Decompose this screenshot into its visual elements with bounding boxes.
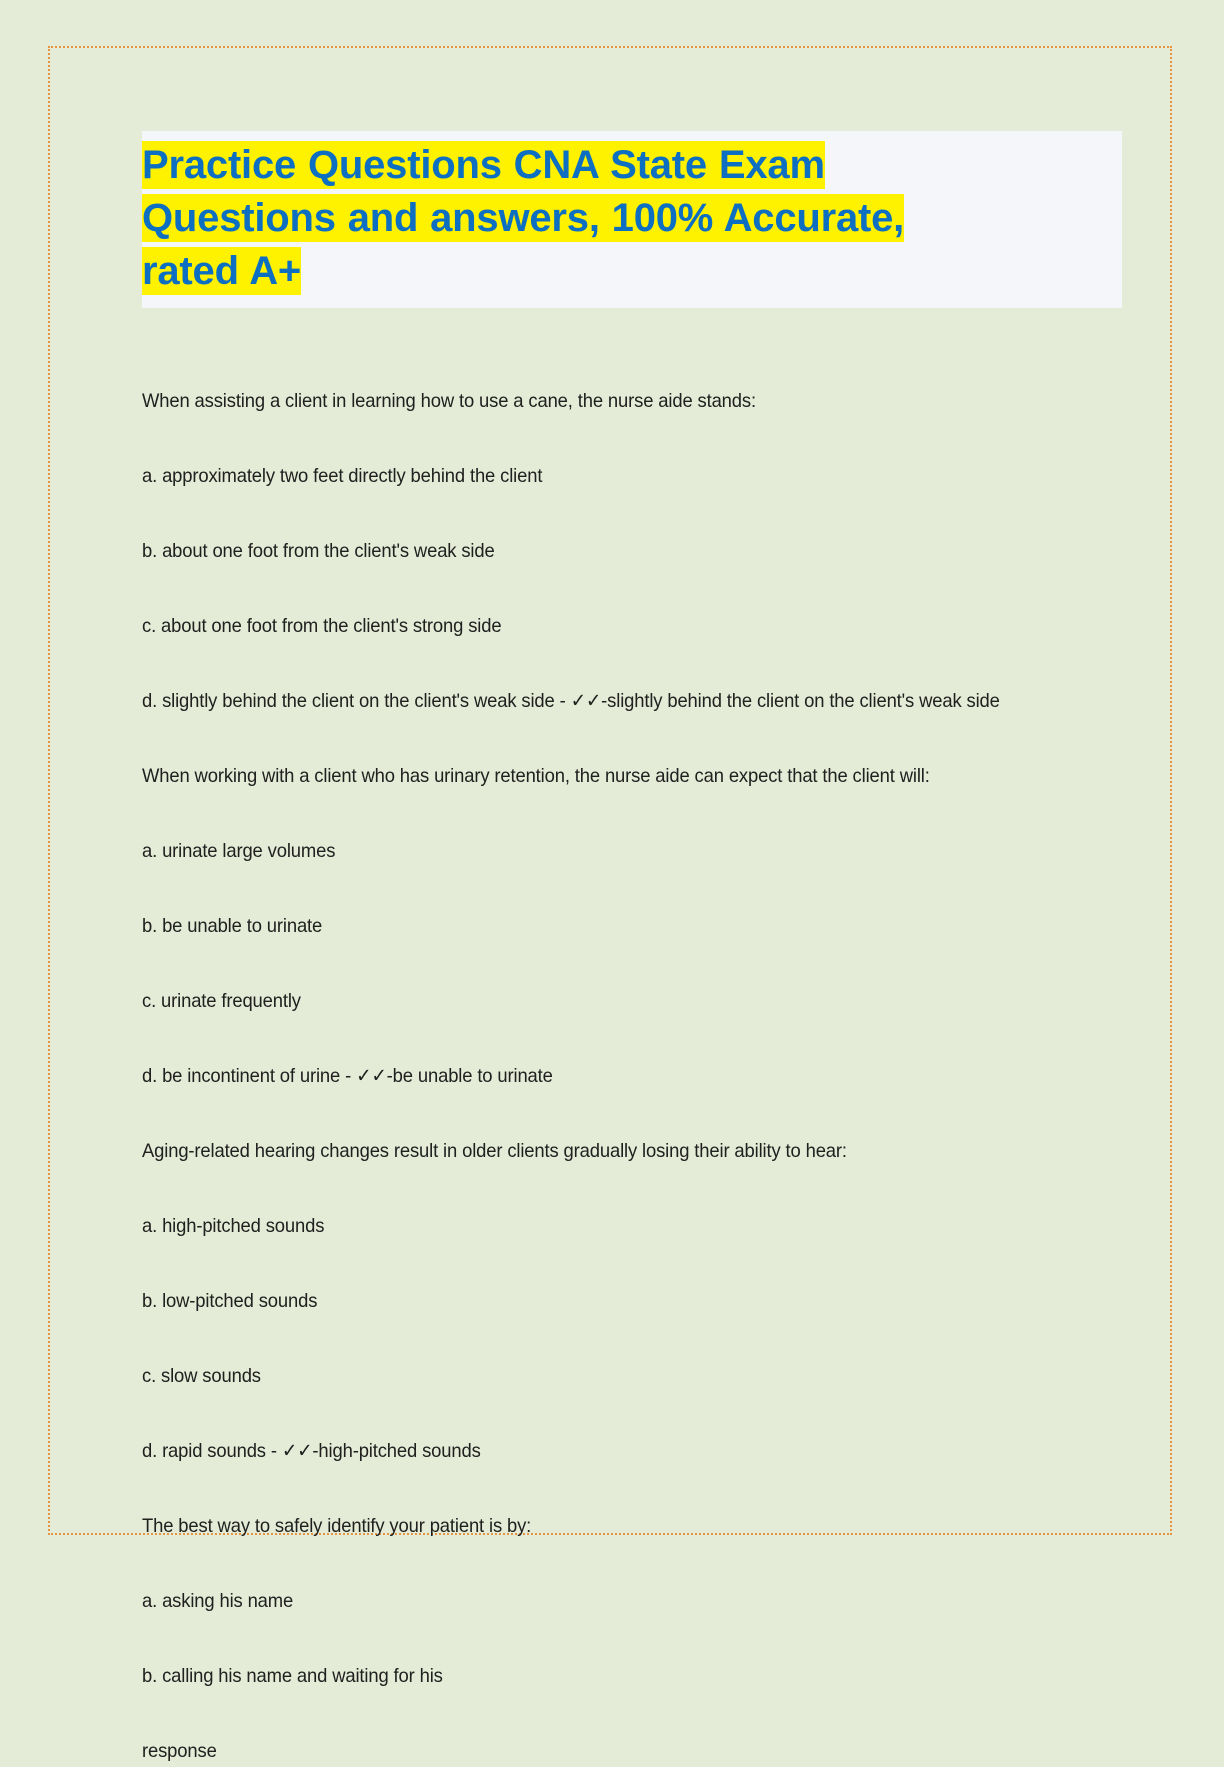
page-title: [142, 131, 1122, 308]
title-line-2: Questions and answers, 100% Accurate,: [142, 196, 905, 240]
question-option: a. asking his name: [142, 1590, 294, 1612]
title-panel: [142, 131, 1122, 308]
question-option: a. urinate large volumes: [142, 840, 336, 862]
title-line-3: rated A+: [142, 249, 302, 293]
question-option-continuation: response: [142, 1740, 217, 1762]
question-option-answer: d. rapid sounds - ✓✓-high-pitched sounds: [142, 1440, 481, 1462]
question-group: [142, 386, 1072, 717]
question-stem: The best way to safely identify your patient is by:: [142, 1515, 532, 1537]
title-line-1: Practice Questions CNA State Exam: [142, 143, 825, 187]
page-content-area: [48, 46, 1172, 1762]
question-group: [142, 761, 1072, 1092]
questions-container: [142, 386, 1072, 1767]
question-option: a. approximately two feet directly behind the client: [142, 465, 543, 487]
question-option: b. low-pitched sounds: [142, 1290, 318, 1312]
question-option-answer: d. slightly behind the client on the client's weak side - ✓✓-slightly behind the client on the client's weak side: [142, 690, 1000, 712]
question-option: c. urinate frequently: [142, 990, 301, 1012]
question-stem: When working with a client who has urinary retention, the nurse aide can expect that the client will:: [142, 765, 930, 787]
question-stem: When assisting a client in learning how to use a cane, the nurse aide stands:: [142, 390, 756, 412]
question-stem: Aging-related hearing changes result in older clients gradually losing their ability to hear:: [142, 1140, 847, 1162]
question-group: [142, 1511, 1072, 1767]
question-group: [142, 1136, 1072, 1467]
question-option: c. slow sounds: [142, 1365, 261, 1387]
question-option: c. about one foot from the client's strong side: [142, 615, 502, 637]
question-option: b. calling his name and waiting for his: [142, 1665, 443, 1687]
question-option: b. be unable to urinate: [142, 915, 323, 937]
question-option: a. high-pitched sounds: [142, 1215, 325, 1237]
question-option-answer: d. be incontinent of urine - ✓✓-be unable to urinate: [142, 1065, 553, 1087]
question-option: b. about one foot from the client's weak side: [142, 540, 495, 562]
